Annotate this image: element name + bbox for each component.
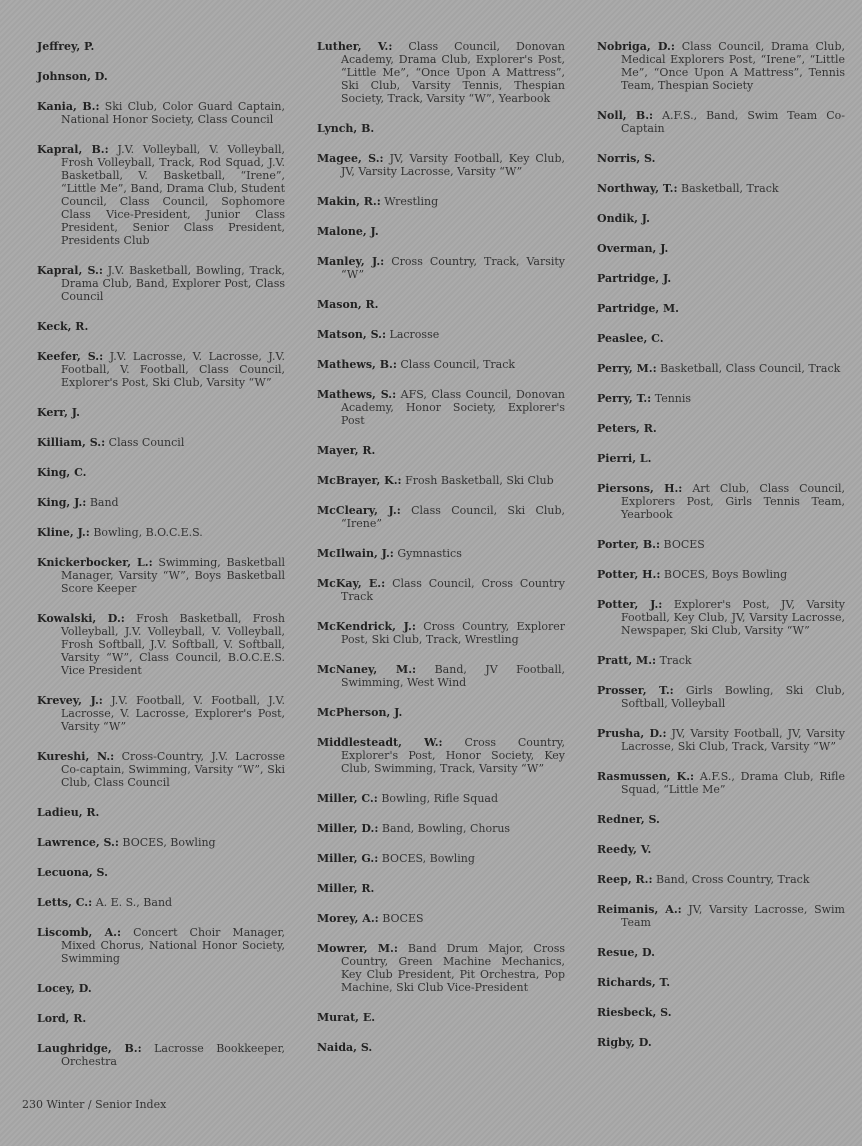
student-name: Murat, E. [317, 1011, 376, 1024]
student-activities: Lacrosse Bookkeeper, Orchestra [61, 1042, 285, 1068]
student-activities: Gymnastics [397, 547, 462, 560]
student-activities: Ski Club, Color Guard Captain, National Honor Society, Class Council [61, 100, 285, 126]
student-activities: Concert Choir Manager, Mixed Chorus, National Honor Society, Swimming [61, 926, 285, 965]
student-name: Partridge, J. [597, 272, 672, 285]
student-name: Kowalski, D.: [37, 612, 125, 625]
student-activities: A.F.S., Drama Club, Rifle Squad, “Little Me” [621, 770, 846, 796]
student-activities: AFS, Class Council, Donovan Academy, Honor Society, Explorer's Post [341, 388, 565, 427]
student-name: Luther, V.: [317, 40, 393, 53]
index-entry [37, 896, 285, 909]
student-activities: Swimming, Basketball Manager, Varsity “W”, Boys Basketball Score Keeper [61, 556, 285, 595]
index-column-1 [37, 40, 285, 1085]
student-name: Prosser, T.: [597, 684, 674, 697]
index-entry [597, 362, 845, 375]
index-entry [317, 620, 565, 646]
index-entry [37, 526, 285, 539]
index-entry [317, 912, 565, 925]
index-entry [37, 70, 285, 83]
index-entry [597, 903, 845, 929]
student-name: Locey, D. [37, 982, 92, 995]
student-activities: JV, Varsity Football, Key Club, JV, Varsity Lacrosse, Varsity “W” [341, 152, 565, 178]
index-entry [317, 547, 565, 560]
index-entry [37, 40, 285, 53]
student-activities: JV, Varsity Lacrosse, Swim Team [621, 903, 845, 929]
student-name: McPherson, J. [317, 706, 403, 719]
student-name: Perry, M.: [597, 362, 657, 375]
index-entry [597, 40, 845, 92]
student-name: McNaney, M.: [317, 663, 417, 676]
student-name: Kania, B.: [37, 100, 100, 113]
index-entry [597, 482, 845, 521]
index-entry [597, 976, 845, 989]
student-activities: Class Council [108, 436, 185, 449]
index-entry [317, 195, 565, 208]
student-name: King, C. [37, 466, 87, 479]
student-name: Kapral, S.: [37, 264, 103, 277]
index-entry [317, 474, 565, 487]
index-entry [317, 663, 565, 689]
student-name: Ladieu, R. [37, 806, 100, 819]
student-name: Potter, J.: [597, 598, 663, 611]
index-entry [317, 255, 565, 281]
index-entry [317, 504, 565, 530]
index-entry [597, 182, 845, 195]
student-name: Lecuona, S. [37, 866, 108, 879]
student-activities: A. E. S., Band [95, 896, 173, 909]
index-entry [317, 358, 565, 371]
student-name: McKay, E.: [317, 577, 386, 590]
index-entry [37, 806, 285, 819]
index-entry [37, 496, 285, 509]
student-activities: Girls Bowling, Ski Club, Softball, Volleyball [621, 684, 845, 710]
index-entry [37, 143, 285, 247]
index-entry [597, 946, 845, 959]
index-entry [597, 302, 845, 315]
student-activities: Explorer's Post, JV, Varsity Football, Key Club, JV, Varsity Lacrosse, Newspaper, Ski Club, Varsity “W” [621, 598, 846, 637]
student-name: Liscomb, A.: [37, 926, 122, 939]
index-entry [317, 852, 565, 865]
student-name: Pratt, M.: [597, 654, 657, 667]
student-activities: BOCES [382, 912, 424, 925]
student-name: Lawrence, S.: [37, 836, 119, 849]
index-entry [597, 843, 845, 856]
index-entry [37, 436, 285, 449]
index-entry [317, 328, 565, 341]
index-entry [317, 942, 565, 994]
student-name: Mathews, S.: [317, 388, 397, 401]
student-name: Malone, J. [317, 225, 379, 238]
student-name: Johnson, D. [37, 70, 108, 83]
student-name: Lord, R. [37, 1012, 87, 1025]
index-entry [317, 822, 565, 835]
student-name: Rigby, D. [597, 1036, 652, 1049]
student-name: Matson, S.: [317, 328, 387, 341]
index-entry [37, 836, 285, 849]
index-entry [317, 1041, 565, 1054]
student-name: Kureshi, N.: [37, 750, 115, 763]
student-activities: Cross Country, Explorer Post, Ski Club, Track, Wrestling [341, 620, 565, 646]
index-entry [37, 466, 285, 479]
index-entry [317, 736, 565, 775]
student-name: Magee, S.: [317, 152, 384, 165]
student-activities: Frosh Basketball, Ski Club [405, 474, 554, 487]
student-activities: BOCES, Bowling [122, 836, 216, 849]
index-entry [597, 813, 845, 826]
index-entry [317, 882, 565, 895]
student-activities: Frosh Basketball, Frosh Volleyball, J.V. Volleyball, V. Volleyball, Frosh Softball, J.V. Softball, V. Softball, Varsity “W”, Class Council, B.O.C.E.S. Vice President [61, 612, 285, 677]
student-activities: J.V. Lacrosse, V. Lacrosse, J.V. Football, V. Football, Class Council, Explorer's Post, Ski Club, Varsity “W” [61, 350, 285, 389]
student-activities: Cross Country, Track, Varsity “W” [341, 255, 566, 281]
index-entry [597, 654, 845, 667]
index-column-3 [597, 40, 845, 1066]
index-entry [597, 152, 845, 165]
student-name: Mowrer, M.: [317, 942, 398, 955]
index-entry [597, 727, 845, 753]
student-activities: J.V. Volleyball, V. Volleyball, Frosh Volleyball, Track, Rod Squad, J.V. Basketball, V. Basketball, “Irene”, “Little Me”, Band, Drama Club, Student Council, Class Council, Sophomore Class Vice-President, Junior Class President, Senior Class President, Presidents Club [61, 143, 286, 247]
index-entry [37, 750, 285, 789]
index-entry [37, 1012, 285, 1025]
index-entry [37, 320, 285, 333]
student-activities: Basketball, Class Council, Track [660, 362, 841, 375]
student-name: Ondik, J. [597, 212, 650, 225]
student-activities: BOCES [663, 538, 705, 551]
index-entry [317, 388, 565, 427]
student-name: Miller, G.: [317, 852, 379, 865]
student-name: Partridge, M. [597, 302, 680, 315]
student-name: Noll, B.: [597, 109, 654, 122]
student-activities: Track [659, 654, 692, 667]
student-name: Kapral, B.: [37, 143, 109, 156]
index-entry [317, 152, 565, 178]
index-entry [37, 982, 285, 995]
student-activities: J.V. Football, V. Football, J.V. Lacrosse, V. Lacrosse, Explorer's Post, Varsity “W” [61, 694, 286, 733]
index-entry [597, 1006, 845, 1019]
student-name: Reep, R.: [597, 873, 653, 886]
student-name: Reimanis, A.: [597, 903, 682, 916]
student-name: Jeffrey, P. [37, 40, 95, 53]
student-name: Peaslee, C. [597, 332, 664, 345]
index-entry [597, 272, 845, 285]
student-activities: Class Council, Ski Club, “Irene” [341, 504, 566, 530]
student-activities: Class Council, Cross Country Track [341, 577, 565, 603]
student-activities: Band, JV Football, Swimming, West Wind [341, 663, 565, 689]
index-entry [317, 792, 565, 805]
student-activities: Band, Cross Country, Track [656, 873, 810, 886]
student-activities: Cross-Country, J.V. Lacrosse Co-captain, Swimming, Varsity “W”, Ski Club, Class Council [61, 750, 285, 789]
student-activities: BOCES, Bowling [381, 852, 475, 865]
student-name: Northway, T.: [597, 182, 678, 195]
student-activities: Band [89, 496, 119, 509]
student-activities: JV, Varsity Football, JV, Varsity Lacrosse, Ski Club, Track, Varsity “W” [621, 727, 845, 753]
index-entry [597, 568, 845, 581]
index-entry [597, 770, 845, 796]
student-name: Laughridge, B.: [37, 1042, 142, 1055]
index-entry [37, 612, 285, 677]
student-activities: A.F.S., Band, Swim Team Co-Captain [621, 109, 845, 135]
student-name: Mason, R. [317, 298, 379, 311]
student-name: Letts, C.: [37, 896, 93, 909]
index-entry [37, 694, 285, 733]
student-name: Overman, J. [597, 242, 669, 255]
student-name: Redner, S. [597, 813, 660, 826]
student-activities: Art Club, Class Council, Explorers Post, Girls Tennis Team, Yearbook [621, 482, 845, 521]
student-activities: Class Council, Donovan Academy, Drama Club, Explorer's Post, “Little Me”, “Once Upon A Mattress”, Ski Club, Varsity Tennis, Thespian Society, Track, Varsity “W”, Yearbook [341, 40, 566, 105]
student-name: McIlwain, J.: [317, 547, 394, 560]
student-name: Potter, H.: [597, 568, 661, 581]
student-activities: Cross Country, Explorer's Post, Honor Society, Key Club, Swimming, Track, Varsity “W” [341, 736, 565, 775]
index-entry [317, 225, 565, 238]
student-name: Mayer, R. [317, 444, 376, 457]
index-entry [37, 406, 285, 419]
student-name: Prusha, D.: [597, 727, 667, 740]
student-activities: Lacrosse [389, 328, 440, 341]
student-activities: Tennis [654, 392, 692, 405]
student-name: King, J.: [37, 496, 87, 509]
student-name: Kline, J.: [37, 526, 90, 539]
index-entry [317, 706, 565, 719]
index-entry [317, 444, 565, 457]
student-activities: Band, Bowling, Chorus [381, 822, 511, 835]
index-entry [597, 452, 845, 465]
student-name: Peters, R. [597, 422, 657, 435]
index-entry [317, 1011, 565, 1024]
student-activities: Wrestling [384, 195, 439, 208]
student-name: Naida, S. [317, 1041, 373, 1054]
index-entry [37, 866, 285, 879]
index-entry [317, 40, 565, 105]
index-entry [37, 926, 285, 965]
student-name: Lynch, B. [317, 122, 375, 135]
student-name: Keefer, S.: [37, 350, 104, 363]
index-entry [597, 332, 845, 345]
index-entry [597, 1036, 845, 1049]
page-footer: 230 Winter / Senior Index [22, 1098, 167, 1111]
index-entry [597, 538, 845, 551]
student-name: Resue, D. [597, 946, 655, 959]
student-name: Krevey, J.: [37, 694, 103, 707]
student-activities: Class Council, Drama Club, Medical Explorers Post, “Irene”, “Little Me”, “Once Upon A Mattress”, Tennis Team, Thespian Society [621, 40, 845, 92]
index-entry [317, 577, 565, 603]
index-entry [317, 298, 565, 311]
index-entry [597, 598, 845, 637]
student-name: Morey, A.: [317, 912, 379, 925]
student-name: McBrayer, K.: [317, 474, 402, 487]
student-name: Mathews, B.: [317, 358, 397, 371]
student-name: Kerr, J. [37, 406, 80, 419]
index-entry [597, 212, 845, 225]
index-entry [37, 1042, 285, 1068]
student-name: Riesbeck, S. [597, 1006, 672, 1019]
student-name: Makin, R.: [317, 195, 381, 208]
student-name: Piersons, H.: [597, 482, 683, 495]
student-activities: J.V. Basketball, Bowling, Track, Drama Club, Band, Explorer Post, Class Council [61, 264, 285, 303]
student-name: Middlesteadt, W.: [317, 736, 443, 749]
student-activities: Class Council, Track [400, 358, 516, 371]
index-entry [37, 350, 285, 389]
student-name: Miller, C.: [317, 792, 378, 805]
student-name: Nobriga, D.: [597, 40, 675, 53]
student-name: Perry, T.: [597, 392, 652, 405]
index-entry [37, 264, 285, 303]
student-name: Porter, B.: [597, 538, 661, 551]
student-activities: Bowling, Rifle Squad [381, 792, 499, 805]
index-entry [597, 242, 845, 255]
student-name: Miller, R. [317, 882, 375, 895]
index-column-2 [317, 40, 565, 1071]
student-activities: Basketball, Track [681, 182, 779, 195]
student-name: Reedy, V. [597, 843, 652, 856]
student-name: Rasmussen, K.: [597, 770, 695, 783]
index-entry [597, 684, 845, 710]
index-entry [597, 392, 845, 405]
student-name: Richards, T. [597, 976, 671, 989]
index-entry [37, 556, 285, 595]
student-name: Norris, S. [597, 152, 656, 165]
student-name: Keck, R. [37, 320, 89, 333]
student-name: Miller, D.: [317, 822, 379, 835]
student-name: Pierri, L. [597, 452, 652, 465]
student-activities: BOCES, Boys Bowling [663, 568, 788, 581]
student-activities: Bowling, B.O.C.E.S. [93, 526, 203, 539]
index-entry [37, 100, 285, 126]
student-name: McKendrick, J.: [317, 620, 416, 633]
index-entry [597, 109, 845, 135]
index-entry [597, 873, 845, 886]
index-entry [317, 122, 565, 135]
student-name: Manley, J.: [317, 255, 385, 268]
index-entry [597, 422, 845, 435]
student-name: Killiam, S.: [37, 436, 106, 449]
student-name: McCleary, J.: [317, 504, 401, 517]
student-name: Knickerbocker, L.: [37, 556, 153, 569]
student-activities: Band Drum Major, Cross Country, Green Machine Mechanics, Key Club President, Pit Orchestra, Pop Machine, Ski Club Vice-President [341, 942, 566, 994]
